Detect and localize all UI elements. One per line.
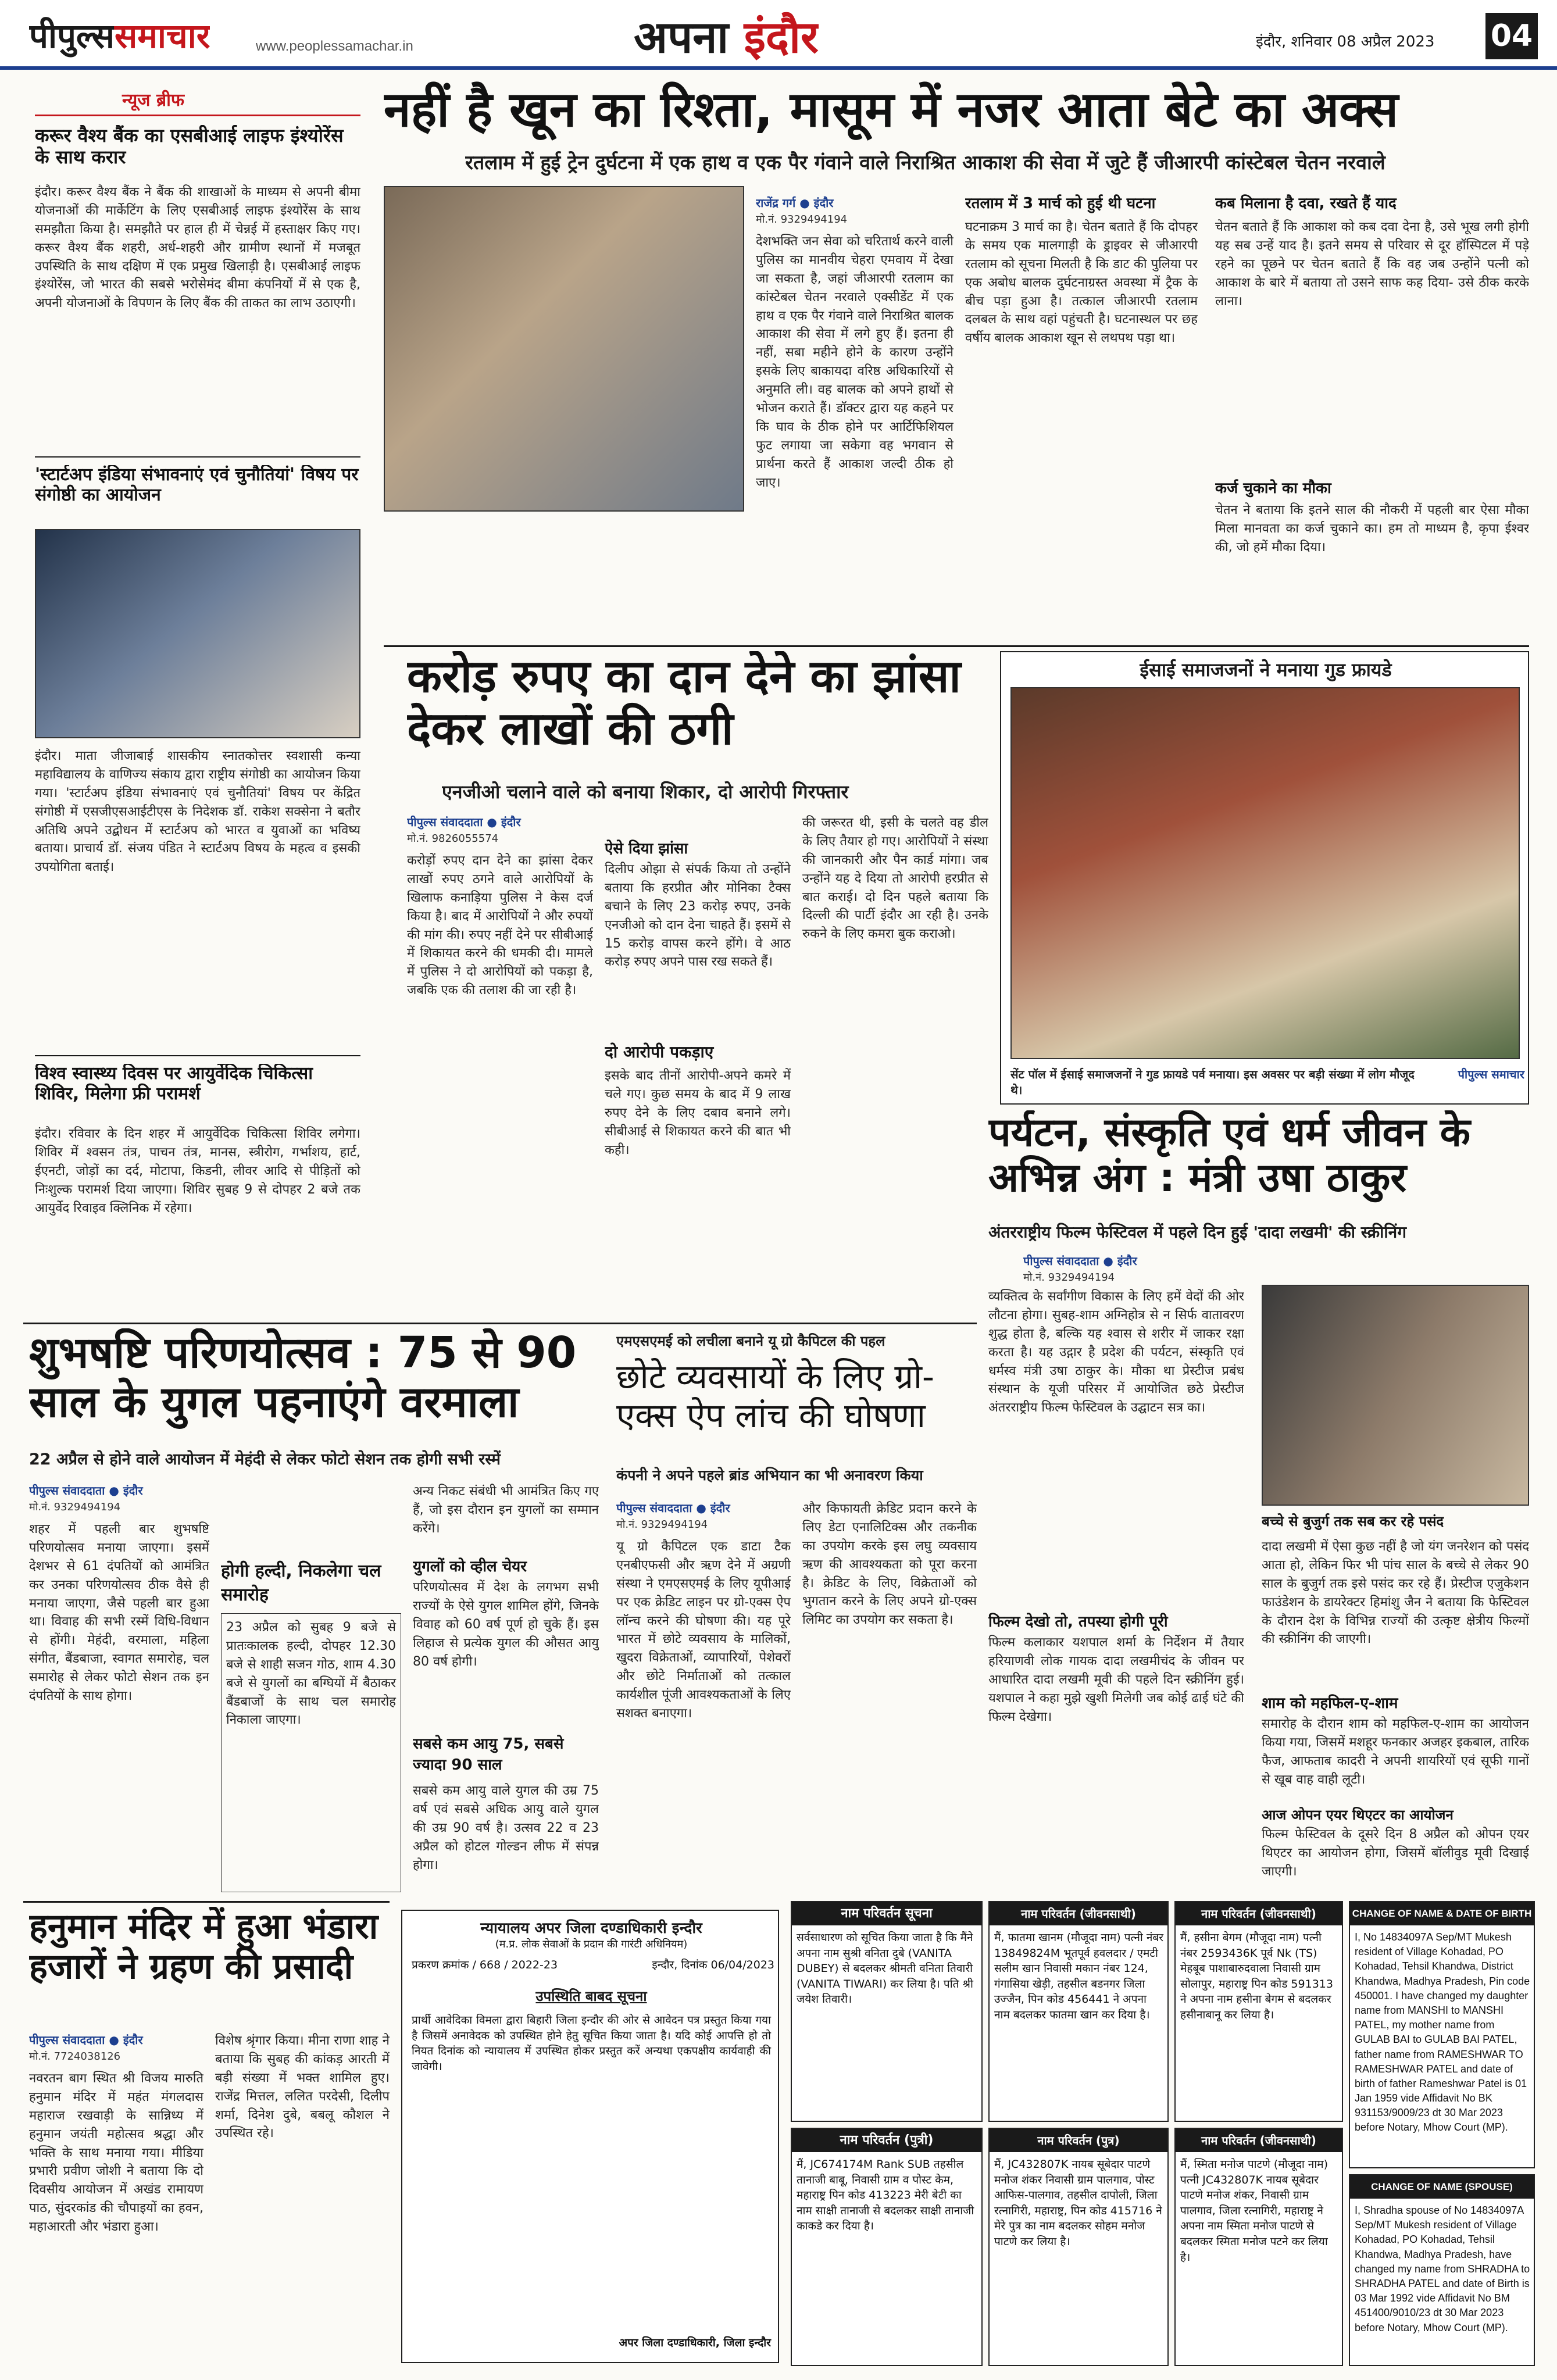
lead-deck: रतलाम में हुई ट्रेन दुर्घटना में एक हाथ व एक पैर गंवाने वाले निराश्रित आकाश की सेवा में जुटे हैं जीआरपी कांस्टेबल चेतन नरवाले [465, 151, 1385, 174]
notice-1-head: नाम परिवर्तन सूचना [792, 1902, 981, 1925]
tourism-column-5: फिल्म फेस्टिवल के दूसरे दिन 8 अप्रैल को ओपन एयर थिएटर का आयोजन होगा, जिसमें बॉलीवुड मूवी दिखाई जाएगी। [1262, 1827, 1529, 1879]
notice-4 [1174, 1901, 1343, 2122]
goodfriday-caption: सेंट पॉल में ईसाई समाजजनों ने गुड फ्रायडे पर्व मनाया। इस अवसर पर बड़ी संख्या में लोग मौजूद थे। [1010, 1067, 1415, 1097]
lead-headline: नहीं है खून का रिश्ता, मासूम में नजर आता बेटे का अक्स [384, 81, 1399, 138]
divider [610, 1323, 977, 1324]
wedding-deck: 22 अप्रैल से होने वाले आयोजन में मेहंदी से लेकर फोटो सेशन तक होगी सभी रस्में [29, 1450, 501, 1468]
lead-subhead-1: रतलाम में 3 मार्च को हुई थी घटना [965, 195, 1156, 212]
hanuman-column-1: नवरतन बाग स्थित श्री विजय मारुति हनुमान मंदिर में महंत मंगलदास महाराज रखवाड़ी के सान्निध्य में हनुमान जयंती महोत्सव श्रद्धा और भक्ति के साथ मनाया गया। मीडिया प्रभारी प्रवीण जोशी ने बताया कि दो दिवसीय आयोजन में अखंड रामायण पाठ, सुंदरकांड की चौपाइयों का हवन, महाआरती और भंडारा हुआ। [29, 2071, 203, 2235]
wedding-subhead-2: युगलों को व्हील चेयर [413, 1558, 527, 1575]
fraud-column-1: करोड़ों रुपए दान देने का झांसा देकर लाखों रुपए ठगने वाले आरोपियों के खिलाफ कनाड़िया पुलिस ने केस दर्ज किया है। बाद में आरोपियों ने और रुपयों की मांग की। रुपए नहीं देने पर सीबीआई में शिकायत करने की धमकी दी। मामले में पुलिस ने दो आरोपियों को पकड़ा है, जबकि एक की तलाश की जा रही है। [407, 853, 593, 998]
divider [23, 1901, 390, 1903]
lead-column-3: चेतन बताते हैं कि आकाश को कब दवा देना है, उसे भूख लगी होगी यह सब उन्हें याद है। इतने समय से परिवार से दूर हॉस्पिटल में पड़े रहने का पूछने पर चेतन बताते हैं कि वह जब उन्होंने पत्नी को आकाश के बारे में बताया तो उसने साफ कह दिया- उसे ठीक करके लाना। [1215, 220, 1529, 309]
wedding-column-2: 23 अप्रैल को सुबह 9 बजे से प्रातःकालक हल्दी, दोपहर 12.30 बजे से शाही सजन गोठ, शाम 4.30 बजे से युगलों का बग्घियों में बैठाकर बैंडबाजों के साथ चल समारोह निकाला जाएगा। [221, 1613, 401, 1892]
notice-7-body: I, No 14834097A Sep/MT Mukesh resident of Village Kohadad, PO Kohadad, Tehsil Khandwa, District Khandwa, Madhya Pradesh, Pin code 450001. I have changed my daughter name from MANSHI to MANSHI PATEL, my mother name from GULAB BAI to GULAB BAI PATEL, father name from RAMESHWAR TO RAMESHWAR PATEL and date of birth of father Rameshwar Patel is 01 Jan 1959 vide Affidavit No BK 931153/9009/23 dt 30 Mar 2023 before Notary, Mhow Court (MP). [1355, 1931, 1530, 2134]
notice-1 [791, 1901, 983, 2122]
wedding-column-5: सबसे कम आयु वाले युगल की उम्र 75 वर्ष एवं सबसे अधिक आयु वाले युगल की उम्र 90 वर्ष है। उत्सव 22 व 23 अप्रैल को होटल गोल्डन लीफ में संपन्न होगा। [413, 1784, 599, 1872]
page-number: 04 [1485, 13, 1538, 59]
lead-column-1: देशभक्ति जन सेवा को चरितार्थ करने वाली पुलिस का मानवीय चेहरा एमवाय में देखा जा सकता है, जहां जीआरपी रतलाम का कांस्टेबल चेतन नरवाले एक्सीडेंट में एक हाथ व एक पैर गंवाने वाले निराश्रित बालक आकाश की सेवा में लगे हुए हैं। इतना ही नहीं, सबा महीने होने के कारण उन्होंने इसके लिए बाकायदा वरिष्ठ अधिकारियों से अनुमति ली। वह बालक को अपने हाथों से भोजन कराते हैं। डॉक्टर द्वारा यह कहने पर कि घाव के ठीक होने पर आर्टिफिशियल फुट लगाया जा सकेगा वह भगवान से प्रार्थना करते हैं आकाश जल्दी ठीक हो जाए। [756, 234, 954, 490]
notice-4-body: मैं, हसीना बेगम (मौजूदा नाम) पत्नी नंबर 2593436K पूर्व Nk (TS) मेहबूब पाशाबारुदवाला निवासी ग्राम सोलापुर, महाराष्ट्र पिन कोड 591313 ने अपना नाम हसीना बेगम से बदलकर हसीनाबानू कर लिया है। [1180, 1931, 1333, 2021]
logo-text-b: समाचार [114, 16, 210, 56]
fraud-subhead-2: दो आरोपी पकड़ाए [605, 1042, 714, 1062]
fraud-column-3: इसके बाद तीनों आरोपी-अपने कमरे में चले गए। कुछ समय के बाद में 9 लाख रुपए देने के लिए दबाव बनाने लगे। सीबीआई से शिकायत करने की बात भी कही। [605, 1069, 791, 1157]
notice-2 [791, 2128, 983, 2366]
legal-subtitle: (म.प्र. लोक सेवाओं के प्रदान की गारंटी अधिनियम) [495, 1938, 688, 1950]
lead-subhead-3: कर्ज चुकाने का मौका [1215, 480, 1331, 497]
tourism-byline: पीपुल्स संवाददाता ● इंदौर [1023, 1254, 1137, 1268]
notice-6 [1174, 2128, 1343, 2366]
tourism-deck: अंतरराष्ट्रीय फिल्म फेस्टिवल में पहले दिन हुई 'दादा लखमी' की स्क्रीनिंग [988, 1223, 1406, 1242]
legal-notice-title: उपस्थिति बाबद सूचना [535, 1988, 647, 2004]
lead-subhead-2: कब मिलाना है दवा, रखते हैं याद [1215, 195, 1397, 212]
fraud-column-4: की जरूरत थी, इसी के चलते वह डील के लिए तैयार हो गए। आरोपियों ने संस्था की जानकारी और पैन कार्ड मांगा। जब उन्होंने यह दे दिया तो आरोपी हरप्रीत से बात कराई। दो दिन पहले बताया कि दिल्ली की पार्टी इंदौर आ रही है। उनके रुकने के लिए कमरा बुक कराओ। [802, 816, 988, 942]
tourism-subhead-3: आज ओपन एयर थिएटर का आयोजन [1262, 1807, 1454, 1823]
tourism-mobile: मो.नं. 9329494194 [1023, 1271, 1115, 1284]
tourism-column-3: दादा लखमी में ऐसा कुछ नहीं है जो यंग जनरेशन को पसंद आता हो, लेकिन फिर भी पांच साल के बच्चे से लेकर 90 साल के बुजुर्ग तक इसे पसंद कर रहे हैं। प्रेस्टीज एजुकेशन फाउंडेशन के डायरेक्टर हिमांशु जैन ने बताया कि फेस्टिवल के दौरान देश के विभिन्न राज्यों की उत्कृष्ट क्षेत्रीय फिल्मों की स्क्रीनिंग की जाएगी। [1262, 1539, 1529, 1647]
tourism-subhead-2: शाम को महफिल-ए-शाम [1262, 1695, 1398, 1712]
logo-text-a: पीपुल्स [29, 16, 115, 56]
notice-2-body: मैं, JC674174M Rank SUB तहसील तानाजी बाबू, निवासी ग्राम व पोस्ट केम, महाराष्ट्र पिन कोड 413223 मेरी बेटी का नाम साक्षी तानाजी से बदलकर साक्षी तानाजी काकडे कर दिया है। [797, 2158, 974, 2233]
tourism-subhead-1: फिल्म देखो तो, तपस्या होगी पूरी [988, 1613, 1168, 1631]
notice-2-head: नाम परिवर्तन (पुत्री) [792, 2129, 981, 2152]
fraud-subhead-1: ऐसे दिया झांसा [605, 840, 688, 857]
wedding-subhead-3: सबसे कम आयु 75, सबसे ज्यादा 90 साल [413, 1735, 564, 1774]
hanuman-mobile: मो.नं. 7724038126 [29, 2050, 121, 2063]
brief-story1-body: इंदौर। करूर वैश्य बैंक ने बैंक की शाखाओं के माध्यम से अपनी बीमा योजनाओं की मार्केटिंग के लिए एसबीआई लाइफ इंश्योरेंस के साथ समझौता किया है। समझौते पर हाल ही में चेन्नई में हस्ताक्षर किए गए। करूर वैश्य बैंक शहरी, अर्ध-शहरी और ग्रामीण स्थानों में मजबूत उपस्थिति के साथ दक्षिण में एक प्रमुख खिलाड़ी है। एसबीआई लाइफ इंश्योरेंस, जो भारत की सबसे भरोसेमंद बीमा कंपनियों में से एक है, अपनी योजनाओं के विपणन के लिए बैंक की ताकत का लाभ उठाएगी। [35, 185, 360, 311]
legal-signature: अपर जिला दण्डाधिकारी, जिला इन्दौर [619, 2336, 771, 2349]
lead-column-2: घटनाक्रम 3 मार्च का है। चेतन बताते हैं कि दोपहर के समय एक मालगाड़ी के ड्राइवर से जीआरपी रतलाम को सूचना मिलती है कि डाट की पुलिया पर एक अबोध बालक दुर्घटनाग्रस्त अवस्था में ट्रैक के बीच पड़ा हुआ है। तत्काल जीआरपी रतलाम दलबल के साथ वहां पहुंचती है। घटनास्थल पर छह वर्षीय बालक आकाश खून से लथपथ पड़ा था। [965, 220, 1198, 346]
legal-notice [401, 1910, 779, 2363]
tourism-photo [1262, 1285, 1529, 1506]
hanuman-column-2: विशेष श्रृंगार किया। मीना राणा शाह ने बताया कि सुबह की कांकड़ आरती में बड़ी संख्या में भक्त शामिल हुए। राजेंद्र मित्तल, ललित परदेसी, दिलीप शर्मा, दिनेश दुबे, बबलू कौशल ने उपस्थित रहे। [215, 2034, 390, 2141]
legal-date: इन्दौर, दिनांक 06/04/2023 [652, 1959, 774, 1971]
brief-story1-headline: करूर वैश्य बैंक का एसबीआई लाइफ इंश्योरेंस के साथ करार [35, 125, 344, 168]
tourism-column-4: समारोह के दौरान शाम को महफिल-ए-शाम का आयोजन किया गया, जिसमें मशहूर फनकार अजहर इकबाल, तारिक फैज, आफताब कादरी ने अपनी शायरियों एवं सूफी गानों से खूब वाह वाही लूटी। [1262, 1717, 1529, 1787]
brief-story3-body: इंदौर। रविवार के दिन शहर में आयुर्वेदिक चिकित्सा शिविर लगेगा। शिविर में श्वसन तंत्र, पाचन तंत्र, मानस, स्त्रीरोग, गर्भाशय, हार्ट, ईएनटी, जोड़ों का दर्द, मोटापा, किडनी, लीवर आदि से पीड़ितों को निःशुल्क परामर्श दिया जाएगा। शिविर सुबह 9 से दोपहर 2 बजे तक आयुर्वेद रिवाइव क्लिनिक में रहेगा। [35, 1127, 360, 1216]
divider [35, 456, 360, 458]
notice-3-body: मैं, फातमा खानम (मौजूदा नाम) पत्नी नंबर 13849824M भूतपूर्व हवलदार / एमटी सलीम खान निवासी मकान नंबर 124, गंगासिया खेड़ी, तहसील बडनगर जिला उज्जैन, पिन कोड 456441 ने अपना नाम बदलकर फातमा खान कर दिया है। [994, 1931, 1163, 2021]
wedding-column-3: अन्य निकट संबंधी भी आमंत्रित किए गए हैं, जो इस दौरान इन युगलों का सम्मान करेंगे। [413, 1484, 599, 1536]
notice-5-head: नाम परिवर्तन (पुत्र) [990, 2129, 1167, 2152]
msme-column-2: और किफायती क्रेडिट प्रदान करने के लिए डेटा एनालिटिक्स और तकनीक का उपयोग करके इस लघु व्यवसाय ऋण की आवश्यकता को पूरा करना है। क्रेडिट के लिए, विक्रेताओं को भुगतान करने के लिए अपने ग्रो-एक्स लिमिट का उपयोग कर सकता है। [802, 1502, 977, 1628]
lead-photo-hospital [384, 186, 744, 512]
legal-case-no: प्रकरण क्रमांक / 668 / 2022-23 [412, 1959, 558, 1971]
wedding-column-1: शहर में पहली बार शुभषष्टि परिणयोत्सव मनाया जाएगा। इसमें देशभर से 61 दंपतियों को आमंत्रित कर उनका परिणयोत्सव ठीक वैसे ही मनाया जाएगा, जैसे पहली बार हुआ था। विवाह की सभी रस्में विधि-विधान से होंगी। मेहंदी, वरमाला, महिला संगीत, बैंडबाजा, स्वागत समारोह, चल समारोह से लेकर फोटो सेशन तक इन दंपतियों के साथ होगा। [29, 1522, 209, 1704]
notice-7 [1349, 1901, 1535, 2168]
brief-story2-body: इंदौर। माता जीजाबाई शासकीय स्नातकोत्तर स्वशासी कन्या महाविद्यालय के वाणिज्य संकाय द्वारा राष्ट्रीय संगोष्ठी का आयोजन किया गया। 'स्टार्टअप इंडिया संभावनाएं एवं चुनौतियां' विषय पर केंद्रित संगोष्ठी में एसजीएसआईटीएस के निदेशक डॉ. राकेश सक्सेना ने बतौर अतिथि अपने उद्बोधन में स्टार्टअप को भारत व युवाओं का भविष्य बताया। प्राचार्य डॉ. संजय पंडित ने स्टार्टअप विषय के महत्व व इसकी उपयोगिता बताई। [35, 749, 360, 875]
wedding-byline: पीपुल्स संवाददाता ● इंदौर [29, 1484, 143, 1498]
notice-5 [988, 2128, 1169, 2366]
site-url[interactable]: www.peoplessamachar.in [256, 38, 413, 54]
notice-8-body: I, Shradha spouse of No 14834097A Sep/MT Mukesh resident of Village Kohadad, PO Kohadad, Tehsil Khandwa, Madhya Pradesh, have changed my name from SHRADHA to SHRADHA PATEL and date of Birth is 03 Mar 1992 vide Affidavit No BM 451400/9010/23 dt 30 Mar 2023 before Notary, Mhow Court (MP). [1355, 2204, 1530, 2333]
tourism-headline: पर्यटन, संस्कृति एवं धर्म जीवन के अभिन्न अंग : मंत्री उषा ठाकुर [988, 1110, 1471, 1202]
goodfriday-photo [1010, 687, 1520, 1059]
tourism-column-2: फिल्म कलाकार यशपाल शर्मा के निर्देशन में तैयार हरियाणवी लोक गायक दादा लखमीचंद के जीवन पर आधारित दादा लखमी मूवी की पहले दिन स्क्रीनिंग हुई। यशपाल ने कहा मुझे खुशी मिलेगी जब कोई ढाई घंटे की फिल्म देखेगा। [988, 1635, 1244, 1724]
wedding-mobile: मो.नं. 9329494194 [29, 1501, 121, 1513]
notice-7-head: CHANGE OF NAME & DATE OF BIRTH [1350, 1902, 1534, 1925]
notice-3-head: नाम परिवर्तन (जीवनसाथी) [990, 1902, 1167, 1925]
fraud-deck: एनजीओ चलाने वाले को बनाया शिकार, दो आरोपी गिरफ्तार [442, 781, 849, 803]
divider [35, 1055, 360, 1056]
section-title-b: इंदौर [744, 11, 819, 63]
hanuman-byline: पीपुल्स संवाददाता ● इंदौर [29, 2033, 143, 2047]
wedding-column-4: परिणयोत्सव में देश के लगभग सभी राज्यों के ऐसे युगल शामिल होंगे, जिनके विवाह को 60 वर्ष पूर्ण हो चुके हैं। इस लिहाज से प्रत्येक युगल की औसत आयु 80 वर्ष होगी। [413, 1580, 599, 1669]
goodfriday-box [1000, 651, 1529, 1105]
lead-mobile: मो.नं. 9329494194 [756, 213, 848, 226]
notice-6-head: नाम परिवर्तन (जीवनसाथी) [1176, 2129, 1342, 2152]
hanuman-headline: हनुमान मंदिर में हुआ भंडारा हजारों ने ग्रहण की प्रसादी [29, 1907, 378, 1987]
fraud-column-2: दिलीप ओझा से संपर्क किया तो उन्होंने बताया कि हरप्रीत और मोनिका टैक्स बचाने के लिए 23 करोड़ रुपए, उनके एनजीओ को दान देना चाहते हैं। इसमें से 15 करोड़ वापस करने होंगे। वे आठ करोड़ रुपए अपने पास रख सकते हैं। [605, 862, 791, 970]
msme-mobile: मो.नं. 9329494194 [616, 1518, 708, 1531]
brief-tag: न्यूज ब्रीफ [122, 90, 184, 110]
brief-story2-headline: 'स्टार्टअप इंडिया संभावनाएं एवं चुनौतियां' विषय पर संगोष्ठी का आयोजन [35, 465, 359, 505]
msme-kicker: एमएसएमई को लचीला बनाने यू ग्रो कैपिटल की पहल [616, 1333, 885, 1349]
section-title [634, 6, 819, 66]
divider [384, 645, 1529, 647]
section-title-a: अपना [634, 11, 744, 63]
fraud-byline: पीपुल्स संवाददाता ● इंदौर [407, 815, 521, 829]
dateline: इंदौर, शनिवार 08 अप्रैल 2023 [1256, 33, 1435, 51]
newspaper-logo[interactable] [29, 12, 210, 58]
notice-8-head: CHANGE OF NAME (SPOUSE) [1350, 2175, 1534, 2199]
goodfriday-title: ईसाई समाजजनों ने मनाया गुड फ्रायडे [1140, 659, 1392, 681]
notice-6-body: मैं, स्मिता मनोज पाटणे (मौजूदा नाम) पत्नी JC432807K नायब सूबेदार पाटणे मनोज शंकर, निवासी ग्राम पालगाव, जिला रत्नागिरी, महाराष्ट्र ने अपना नाम स्मिता मनोज पाटणे से बदलकर स्मिता मनोज पटने कर लिया है। [1180, 2158, 1329, 2264]
notice-5-body: मैं, JC432807K नायब सूबेदार पाटणे मनोज शंकर निवासी ग्राम पालगाव, पोस्ट आफिस-पालगाव, तहसील दापोली, जिला रत्नागिरी, महाराष्ट्र, पिन कोड 415716 ने मेरे पुत्र का नाम बदलकर सोहम मनोज पाटणे कर लिया है। [994, 2158, 1162, 2248]
legal-title: न्यायालय अपर जिला दण्डाधिकारी इन्दौर [480, 1920, 702, 1937]
tourism-column-1: व्यक्तित्व के सर्वांगीण विकास के लिए हमें वेदों की ओर लौटना होगा। सुबह-शाम अग्निहोत्र से न सिर्फ वातावरण शुद्ध होता है, बल्कि यह श्वास से शरीर में जाकर रक्षा करता है। यह उद्गार है प्रदेश की पर्यटन, संस्कृति एवं धर्मस्व मंत्री उषा ठाकुर के। मौका था प्रेस्टीज प्रबंध संस्थान के यूजी परिसर में आयोजित छठे प्रेस्टीज अंतरराष्ट्रीय फिल्म फेस्टिवल के उद्घाटन सत्र का। [988, 1289, 1244, 1416]
fraud-headline: करोड़ रुपए का दान देने का झांसा देकर लाखों की ठगी [407, 651, 961, 755]
notice-4-head: नाम परिवर्तन (जीवनसाथी) [1176, 1902, 1342, 1925]
msme-deck: कंपनी ने अपने पहले ब्रांड अभियान का भी अनावरण किया [616, 1467, 923, 1484]
wedding-subhead-1: होगी हल्दी, निकलेगा चल समारोह [221, 1561, 381, 1605]
brief-tag-bar [35, 87, 360, 116]
lead-column-4: चेतन ने बताया कि इतने साल की नौकरी में पहली बार ऐसा मौका मिला मानवता का कर्ज चुकाने का। हम तो माध्यम है, कृपा ईश्वर की, जो हमें मौका दिया। [1215, 503, 1529, 555]
tourism-photo-caption: बच्चे से बुजुर्ग तक सब कर रहे पसंद [1262, 1513, 1444, 1530]
lead-byline: राजेंद्र गर्ग ● इंदौर [756, 196, 834, 210]
msme-column-1: यू ग्रो कैपिटल एक डाटा टैक एनबीएफसी और ऋण देने में अग्रणी संस्था ने एमएसएमई के लिए यूपीआई पर एक क्रेडिट लाइन पर ग्रो-एक्स ऐप लॉन्च करने की घोषणा की। यह पूरे भारत में छोटे व्यवसाय के मालिकों, खुदरा विक्रेताओं, व्यापारियों, पेशेवरों और छोटे निर्माताओं को तत्काल कार्यशील पूंजी आवश्यकताओं के लिए सशक्त बनाएगा। [616, 1539, 791, 1721]
notice-3 [988, 1901, 1169, 2122]
notice-1-body: सर्वसाधारण को सूचित किया जाता है कि मैंने अपना नाम सुश्री वनिता दुबे (VANITA DUBEY) से बदलकर श्रीमती वनिता तिवारी (VANITA TIWARI) कर लिया है। पति श्री जयेश तिवारी। [797, 1931, 973, 2006]
brief-story3-headline: विश्व स्वास्थ्य दिवस पर आयुर्वेदिक चिकित्सा शिविर, मिलेगा फ्री परामर्श [35, 1064, 313, 1104]
msme-headline: छोटे व्यवसायों के लिए ग्रो-एक्स ऐप लांच की घोषणा [616, 1357, 934, 1435]
seminar-photo [35, 529, 360, 738]
msme-byline: पीपुल्स संवाददाता ● इंदौर [616, 1501, 730, 1515]
notice-8 [1349, 2174, 1535, 2366]
goodfriday-credit: पीपुल्स समाचार [1458, 1067, 1524, 1081]
fraud-mobile: मो.नं. 9826055574 [407, 832, 499, 845]
legal-body: प्रार्थी आवेदिका विमला द्वारा बिहारी जिला इन्दौर की ओर से आवेदन पत्र प्रस्तुत किया गया है जिसमें अनावेदक को उपस्थित होने हेतु सूचित किया जाता है। यदि कोई आपत्ति हो तो नियत दिनांक को न्यायालय में उपस्थित होकर प्रस्तुत करें अन्यथा एकपक्षीय कार्यवाही की जावेगी। [412, 2014, 771, 2073]
wedding-headline: शुभषष्टि परिणयोत्सव : 75 से 90 साल के युगल पहनाएंगे वरमाला [29, 1328, 577, 1428]
